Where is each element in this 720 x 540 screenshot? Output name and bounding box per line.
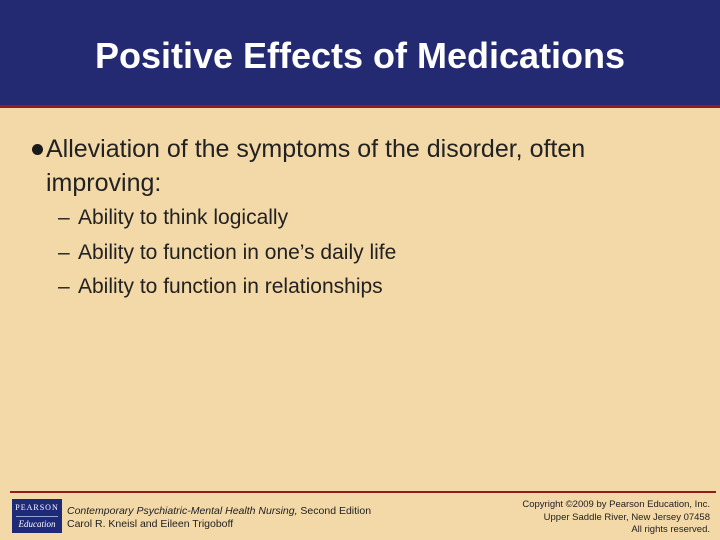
copyright-line: All rights reserved. [631, 524, 710, 535]
dash-icon: – [58, 240, 70, 264]
book-authors: Carol R. Kneisl and Eileen Trigoboff [67, 518, 234, 530]
dash-icon: – [58, 275, 70, 298]
logo-bottom-text: Education [18, 519, 56, 529]
sub-bullet-text: Ability to think logically [78, 206, 289, 229]
dash-icon: – [58, 206, 70, 229]
title-divider [0, 105, 720, 108]
slide-title: Positive Effects of Medications [94, 35, 626, 76]
copyright-line: Copyright ©2009 by Pearson Education, Inc. [522, 499, 710, 510]
sub-bullet-text: Ability to function in one’s daily life [78, 240, 397, 264]
bullet-dot-icon [32, 144, 43, 155]
logo-separator [16, 516, 58, 517]
copyright-line: Upper Saddle River, New Jersey 07458 [543, 511, 710, 523]
footer-citation [67, 505, 371, 531]
title-bar [0, 0, 720, 108]
book-edition: Second Edition [297, 505, 372, 517]
sub-bullet-text: Ability to function in relationships [78, 275, 383, 298]
pearson-logo [12, 499, 62, 533]
book-title: Contemporary Psychiatric-Mental Health Nursing, [67, 505, 298, 517]
footer-divider [10, 491, 716, 493]
citation-title-line [67, 505, 371, 518]
main-bullet-text: Alleviation of the symptoms of the disorder, often improving: [46, 135, 586, 197]
footer-copyright [450, 499, 710, 537]
logo-top-text: PEARSON [15, 503, 59, 512]
